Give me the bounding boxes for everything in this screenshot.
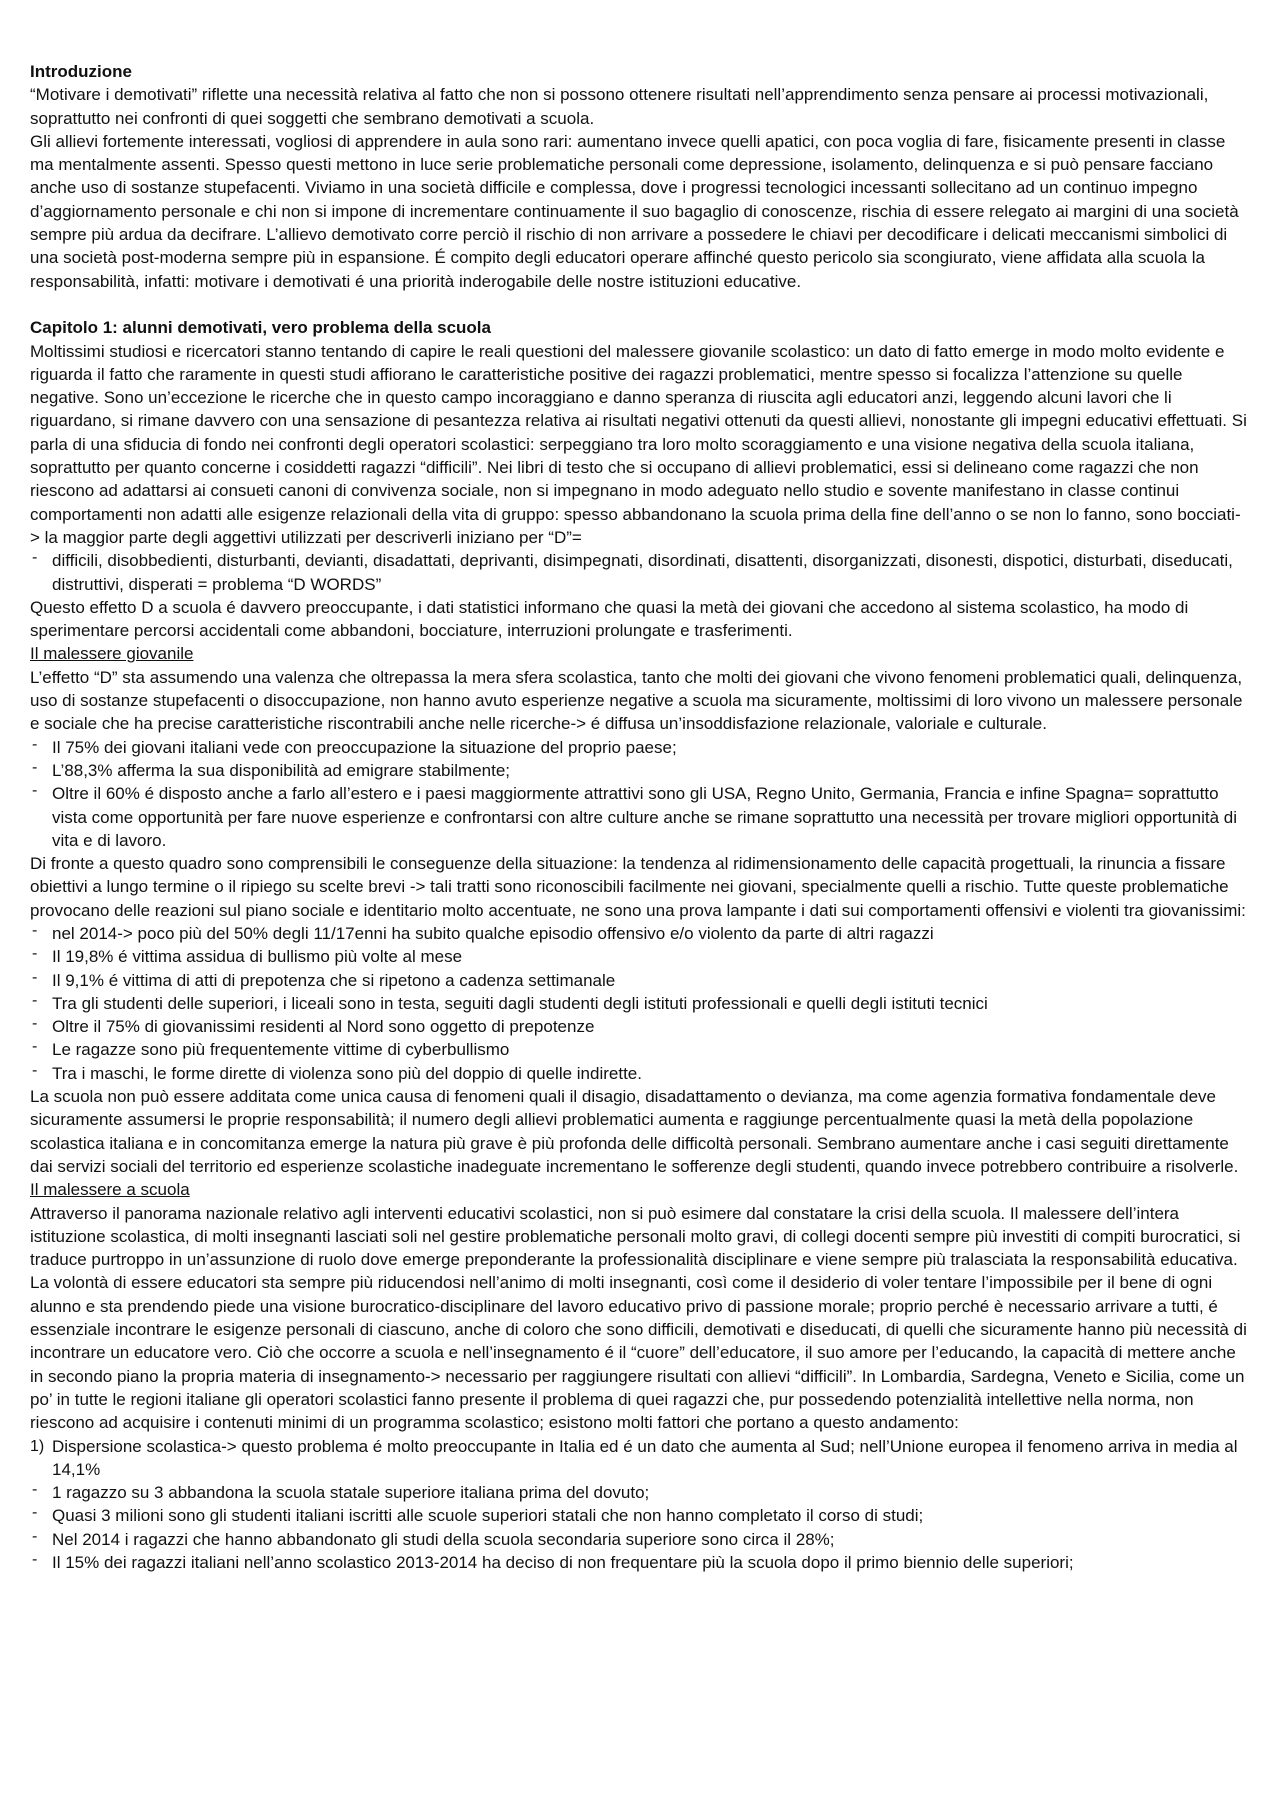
list-item bbox=[30, 1038, 1250, 1061]
list-item-text: Tra gli studenti delle superiori, i liceali sono in testa, seguiti dagli studenti degli istituti professionali e quelli degli istituti tecnici bbox=[52, 993, 988, 1013]
dash-bullet: - bbox=[32, 1527, 38, 1545]
factors-list bbox=[30, 1435, 1250, 1575]
list-item-text: 1 ragazzo su 3 abbandona la scuola statale superiore italiana prima del dovuto; bbox=[52, 1483, 650, 1503]
list-item bbox=[30, 1481, 1250, 1504]
list-item-text: Il 19,8% é vittima assidua di bullismo più volte al mese bbox=[52, 947, 463, 967]
intro-heading: Introduzione bbox=[30, 62, 132, 81]
chapter-1-heading: Capitolo 1: alunni demotivati, vero problema della scuola bbox=[30, 318, 491, 338]
dash-bullet: - bbox=[32, 549, 38, 567]
dash-bullet: - bbox=[32, 1551, 38, 1568]
dash-bullet: - bbox=[32, 1061, 38, 1079]
malessere-giovanile-paragraph-1: L’effetto “D” sta assumendo una valenza che oltrepassa la mera sfera scolastica, tanto che molti dei giovani che vivono fenomeni problematici quali, delinquenza, uso di sostanze stupefacenti o disoccupazione, non hanno avuto esperienze negative a scuola ma sicuramente, moltissimi di loro vivono un malessere personale e sociale che ha precise caratteristiche riscontrabili anche nelle ricerche-> é diffusa un’insoddisfazione relazionale, valoriale e culturale. bbox=[30, 667, 1243, 734]
list-item-text: Il 9,1% é vittima di atti di prepotenza che si ripetono a cadenza settimanale bbox=[52, 970, 616, 990]
list-item bbox=[30, 1551, 1250, 1574]
dash-bullet: - bbox=[32, 1504, 38, 1522]
statistics-list-1 bbox=[30, 736, 1250, 852]
list-item-text: Le ragazze sono più frequentemente vittime di cyberbullismo bbox=[52, 1040, 510, 1060]
list-item bbox=[30, 1015, 1250, 1038]
section-gap bbox=[30, 293, 1250, 316]
intro-paragraph-1: “Motivare i demotivati” riflette una necessità relativa al fatto che non si possono ottenere risultati nell’apprendimento senza pensare ai processi motivazionali, soprattutto nei confronti di quei soggetti che sembrano demotivati a scuola. bbox=[30, 85, 1209, 128]
dash-bullet: - bbox=[32, 1015, 38, 1033]
list-item-text: Il 15% dei ragazzi italiani nell’anno scolastico 2013-2014 ha deciso di non frequentare più la scuola dopo il primo biennio delle superiori; bbox=[52, 1553, 1074, 1572]
subheading-malessere-giovanile: Il malessere giovanile bbox=[30, 644, 194, 664]
list-item-text: Quasi 3 milioni sono gli studenti italiani iscritti alle scuole superiori statali che non hanno completato il corso di studi; bbox=[52, 1506, 924, 1526]
list-item-text: Nel 2014 i ragazzi che hanno abbandonato gli studi della scuola secondaria superiore sono circa il 28%; bbox=[52, 1529, 835, 1549]
list-item-text: Il 75% dei giovani italiani vede con preoccupazione la situazione del proprio paese; bbox=[52, 737, 677, 757]
list-item-text: L’88,3% afferma la sua disponibilità ad emigrare stabilmente; bbox=[52, 760, 511, 780]
chapter-1-paragraph-1: Moltissimi studiosi e ricercatori stanno tentando di capire le reali questioni del malessere giovanile scolastico: un dato di fatto emerge in modo molto evidente e riguarda il fatto che raramente in questi studi affiorano le caratteristiche positive dei ragazzi problematici, mentre spesso si focalizza l’attenzione su quelle negative. Sono un’eccezione le ricerche che in questo campo incoraggiano e danno speranza di riuscita agli educatori anzi, leggendo alcuni lavori che li riguardano, si rimane davvero con una sensazione di pesantezza relativa ai risultati negativi ottenuti da questi allievi, nonostante gli impegni educativi effettuati. Si parla di una sfiducia di fondo nei confronti degli operatori scolastici: serpeggiano tra loro molto scoraggiamento e una visione negativa della scuola italiana, soprattutto per quanto concerne i cosiddetti ragazzi “difficili”. Nei libri di testo che si occupano di allievi problematici, essi si delineano come ragazzi che non riescono ad adattarsi ai consueti canoni di convivenza sociale, non si impegnano in modo adeguato nello studio e sovente manifestano in classe continui comportamenti non adatti alle esigenze relazionali della vita di gruppo: spesso abbandonano la scuola prima della fine dell’anno o se non lo fanno, sono bocciati-> la maggior parte degli aggettivi utilizzati per descriverli iniziano per “D”= bbox=[30, 341, 1247, 547]
dash-bullet: - bbox=[32, 735, 38, 753]
dash-bullet: - bbox=[32, 1038, 38, 1056]
list-item bbox=[30, 969, 1250, 992]
subheading-malessere-scuola: Il malessere a scuola bbox=[30, 1180, 190, 1200]
numbered-item-text: Dispersione scolastica-> questo problema é molto preoccupante in Italia ed é un dato che aumenta al Sud; nell’Unione europea il fenomeno arriva in media al 14,1% bbox=[52, 1436, 1238, 1479]
statistics-list-2 bbox=[30, 922, 1250, 1085]
list-item-text: difficili, disobbedienti, disturbanti, devianti, disadattati, deprivanti, disimpegnati, disordinati, disattenti, disorganizzati, disonesti, dispotici, disturbati, diseducati, distruttivi, disperati = problema “D WORDS” bbox=[52, 551, 1233, 594]
dash-bullet: - bbox=[32, 968, 38, 986]
dash-bullet: - bbox=[32, 1481, 38, 1499]
malessere-giovanile-paragraph-3: La scuola non può essere additata come unica causa di fenomeni quali il disagio, disadattamento o devianza, ma come agenzia formativa fondamentale deve sicuramente assumersi le proprie responsabilità; il numero degli allievi problematici aumenta e raggiunge percentualmente quasi la metà della popolazione scolastica italiana e in concomitanza emerge la natura più grave è più profonda delle difficoltà personali. Sembrano aumentare anche i casi seguiti direttamente dai servizi sociali del territorio ed esperienze scolastiche inadeguate incrementano le sofferenze degli studenti, quando invece potrebbero contribuire a risolverle. bbox=[30, 1087, 1239, 1176]
malessere-scuola-paragraph-1: Attraverso il panorama nazionale relativo agli interventi educativi scolastici, non si può esimere dal constatare la crisi della scuola. Il malessere dell’intera istituzione scolastica, di molti insegnanti lasciati soli nel gestire problematiche personali molto gravi, di collegi docenti sempre più investiti di compiti burocratici, si traduce purtroppo in un’assunzione di ruolo dove emerge preponderante la professionalità disciplinare e viene sempre più tralasciata la responsabilità educativa. La volontà di essere educatori sta sempre più riducendosi nell’animo di molti insegnanti, così come il desiderio di voler tentare l’impossibile per il bene di ogni alunno e sta prendendo piede una visione burocratico-disciplinare del lavoro educativo privo di passione morale; proprio perché è necessario arrivare a tutti, é essenziale incontrare le esigenze personali di ciascuno, anche di coloro che sono difficili, demotivati e diseducati, di quelli che sicuramente hanno più necessità di incontrare un educatore vero. Ciò che occorre a scuola e nell’insegnamento é il “cuore” dell’educatore, il suo amore per l’educando, la capacità di mettere anche in secondo piano la propria materia di insegnamento-> necessario per raggiungere risultati con allievi “difficili”. In Lombardia, Sardegna, Veneto e Sicilia, come un po’ in tutte le regioni italiane gli operatori scolastici fanno presente il problema di quei ragazzi che, pur possedendo potenzialità intellettive nella norma, non riescono ad acquisire i contenuti minimi di un programma scolastico; esistono molti fattori che portano a questo andamento: bbox=[30, 1203, 1247, 1433]
list-item-text: Oltre il 75% di giovanissimi residenti al Nord sono oggetto di prepotenze bbox=[52, 1017, 595, 1037]
list-item-text: Oltre il 60% é disposto anche a farlo all’estero e i paesi maggiormente attrattivi sono gli USA, Regno Unito, Germania, Francia e infine Spagna= soprattutto vista come opportunità per fare nuove esperienze e confrontarsi con altre culture anche se rimane soprattutto una necessità per trovare migliori opportunità di vita e di lavoro. bbox=[52, 784, 1237, 850]
list-item-text: nel 2014-> poco più del 50% degli 11/17enni ha subito qualche episodio offensivo e/o violento da parte di altri ragazzi bbox=[52, 923, 934, 943]
intro-paragraph-2: Gli allievi fortemente interessati, vogliosi di apprendere in aula sono rari: aumentano invece quelli apatici, con poca voglia di fare, fisicamente presenti in classe ma mentalmente assenti. Spesso questi mettono in luce serie problematiche personali come depressione, isolamento, delinquenza e si può pensare facciano anche uso di sostanze stupefacenti. Viviamo in una società difficile e complessa, dove i progressi tecnologici incessanti sollecitano ad un continuo impegno d’aggiornamento personale e chi non si impone di incrementare continuamente il suo bagaglio di conoscenze, rischia di essere relegato ai margini di una società sempre più ardua da decifrare. L’allievo demotivato corre perciò il rischio di non arrivare a possedere le chiavi per decodificare i delicati meccanismi simbolici di una società post-moderna sempre più in espansione. É compito degli educatori operare affinché questo pericolo sia scongiurato, viene affidata alla scuola la responsabilità, infatti: motivare i demotivati é una priorità inderogabile delle nostre istituzioni educative. bbox=[30, 131, 1239, 291]
chapter-1-paragraph-2: Questo effetto D a scuola é davvero preoccupante, i dati statistici informano che quasi la metà dei giovani che accedono al sistema scolastico, ha modo di sperimentare percorsi accidentali come abbandoni, bocciature, interruzioni prolungate e trasferimenti. bbox=[30, 597, 1189, 641]
dash-bullet: - bbox=[32, 758, 38, 776]
list-item bbox=[30, 759, 1250, 782]
dash-bullet: - bbox=[32, 921, 38, 939]
list-item bbox=[30, 1062, 1250, 1085]
list-item-text: Tra i maschi, le forme dirette di violenza sono più del doppio di quelle indirette. bbox=[52, 1063, 642, 1083]
list-item bbox=[30, 782, 1250, 852]
list-item bbox=[30, 945, 1250, 968]
list-item bbox=[30, 549, 1250, 596]
dash-bullet: - bbox=[32, 991, 38, 1009]
dash-bullet: - bbox=[32, 945, 38, 963]
number-marker: 1) bbox=[30, 1437, 45, 1455]
numbered-item bbox=[30, 1435, 1250, 1482]
d-words-list bbox=[30, 549, 1250, 596]
malessere-giovanile-paragraph-2: Di fronte a questo quadro sono comprensibili le conseguenze della situazione: la tendenza al ridimensionamento delle capacità progettuali, la rinuncia a fissare obiettivi a lungo termine o il ripiego su scelte brevi -> tali tratti sono riconoscibili facilmente nei giovani, specialmente quelli a rischio. Tutte queste problematiche provocano delle reazioni sul piano sociale e identitario molto accentuate, ne sono una prova lampante i dati sui comportamenti offensivi e violenti tra giovanissimi: bbox=[30, 854, 1246, 920]
dash-bullet: - bbox=[32, 782, 38, 800]
list-item bbox=[30, 922, 1250, 945]
list-item bbox=[30, 1504, 1250, 1527]
list-item bbox=[30, 1528, 1250, 1551]
list-item bbox=[30, 736, 1250, 759]
list-item bbox=[30, 992, 1250, 1015]
